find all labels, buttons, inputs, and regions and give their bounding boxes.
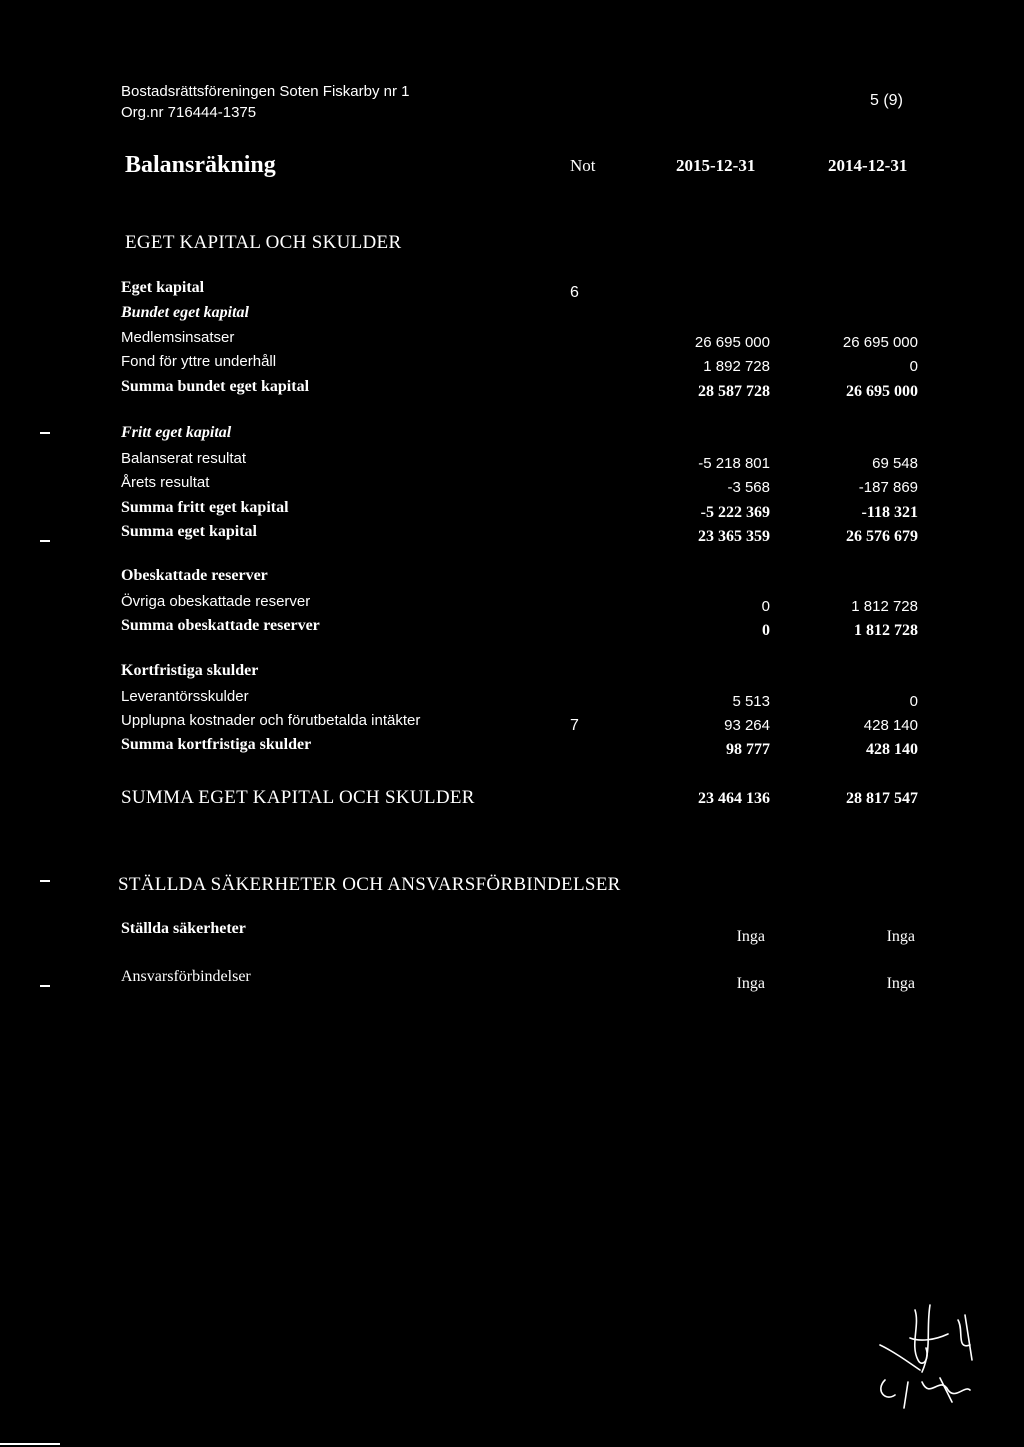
row-value-2014: 26 695 000	[842, 334, 918, 351]
section-equity-liabilities: EGET KAPITAL OCH SKULDER	[125, 232, 402, 253]
total-2015: 23 464 136	[698, 790, 770, 807]
row-label: Summa bundet eget kapital	[121, 378, 310, 395]
row-value-2015: 5 513	[732, 693, 770, 710]
contingent-2015: Inga	[736, 975, 765, 992]
row-note: 7	[570, 717, 579, 734]
row-value-2014: -118 321	[861, 504, 918, 521]
row-value-2014: 26 576 679	[846, 528, 918, 545]
contingent-2014: Inga	[886, 975, 915, 992]
org-name: Bostadsrättsföreningen Soten Fiskarby nr 1	[121, 83, 410, 100]
total-label: SUMMA EGET KAPITAL OCH SKULDER	[121, 787, 475, 808]
row-value-2014: 0	[909, 693, 918, 710]
row-value-2014: 1 812 728	[854, 622, 918, 639]
row-value-2014: 0	[909, 358, 918, 375]
secured-2015: Inga	[736, 928, 765, 945]
row-label: Årets resultat	[121, 474, 210, 491]
column-2015: 2015-12-31	[676, 156, 756, 175]
row-value-2015: -3 568	[727, 479, 770, 496]
org-number: Org.nr 716444-1375	[121, 104, 257, 121]
row-label: Summa eget kapital	[121, 523, 257, 540]
row-label: Balanserat resultat	[121, 450, 247, 467]
secured-2014: Inga	[886, 928, 915, 945]
row-value-2015: 23 365 359	[698, 528, 770, 545]
row-value-2015: 26 695 000	[694, 334, 770, 351]
row-label: Obeskattade reserver	[121, 567, 268, 584]
margin-mark	[40, 432, 50, 434]
total-2014: 28 817 547	[846, 790, 918, 807]
contingent-label: Ansvarsförbindelser	[121, 968, 251, 985]
row-value-2015: 98 777	[726, 741, 770, 758]
row-label: Summa obeskattade reserver	[121, 617, 320, 634]
row-value-2015: -5 218 801	[698, 455, 770, 472]
page-number: 5 (9)	[870, 92, 903, 109]
handwritten-signature	[860, 1290, 990, 1420]
row-value-2014: 1 812 728	[851, 598, 918, 615]
bottom-rule	[0, 1443, 60, 1445]
row-label: Eget kapital	[121, 279, 205, 296]
row-label: Fritt eget kapital	[121, 424, 232, 441]
row-value-2014: 428 140	[866, 741, 918, 758]
row-value-2015: 28 587 728	[698, 383, 770, 400]
row-value-2014: 69 548	[872, 455, 918, 472]
row-value-2014: -187 869	[858, 479, 918, 496]
row-label: Leverantörsskulder	[121, 688, 249, 705]
margin-mark	[40, 540, 50, 542]
row-note: 6	[570, 284, 579, 301]
row-label: Summa fritt eget kapital	[121, 499, 289, 516]
row-value-2015: 0	[762, 622, 770, 639]
row-value-2014: 428 140	[863, 717, 918, 734]
row-value-2015: 1 892 728	[703, 358, 770, 375]
page-title: Balansräkning	[125, 152, 276, 178]
row-label: Upplupna kostnader och förutbetalda intäkter	[121, 712, 421, 729]
margin-mark	[40, 880, 50, 882]
row-value-2015: 93 264	[724, 717, 770, 734]
row-label: Bundet eget kapital	[121, 304, 249, 321]
column-note: Not	[570, 156, 596, 175]
row-value-2014: 26 695 000	[846, 383, 918, 400]
row-value-2015: 0	[761, 598, 770, 615]
row-label: Medlemsinsatser	[121, 329, 235, 346]
row-label: Fond för yttre underhåll	[121, 353, 277, 370]
margin-mark	[40, 985, 50, 987]
row-label: Övriga obeskattade reserver	[121, 593, 311, 610]
column-2014: 2014-12-31	[828, 156, 908, 175]
row-label: Kortfristiga skulder	[121, 662, 259, 679]
secured-label: Ställda säkerheter	[121, 920, 246, 937]
row-label: Summa kortfristiga skulder	[121, 736, 312, 753]
section-secured: STÄLLDA SÄKERHETER OCH ANSVARSFÖRBINDELSER	[118, 874, 621, 895]
row-value-2015: -5 222 369	[700, 504, 770, 521]
